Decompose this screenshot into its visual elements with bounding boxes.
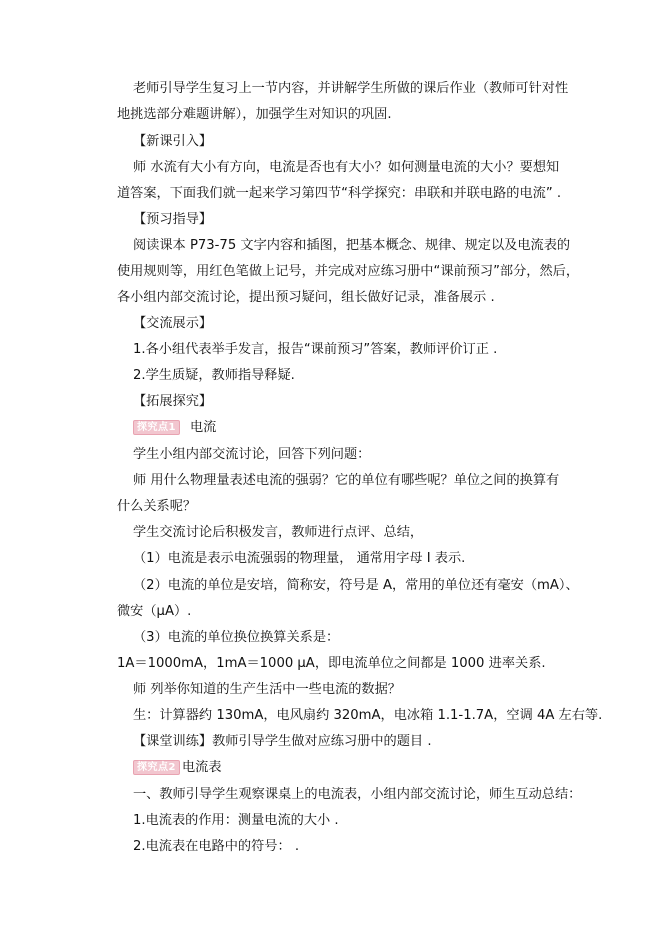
ammeter-function: 1.电流表的作用：测量电流的大小 .: [133, 813, 339, 828]
section-explore-2: [133, 759, 222, 777]
paragraph-ammeter-observe: 一、教师引导学生观察课桌上的电流表，小组内部交流讨论，师生互动总结：: [133, 787, 582, 802]
explore-point-1-badge: 探究点1: [133, 420, 180, 435]
heading-preview: 【预习指导】: [133, 212, 213, 227]
paragraph-question: 师 用什么物理量表述电流的强弱？它的单位有哪些呢？单位之间的换算有: [133, 473, 560, 488]
explore-point-2-badge: 探究点2: [133, 760, 180, 775]
explore-point-2-title: 电流表: [181, 760, 222, 775]
paragraph-review: 老师引导学生复习上一节内容，并讲解学生所做的课后作业（教师可针对性: [133, 81, 569, 96]
paragraph-preview-cont-2: 各小组内部交流讨论，提出预习疑问，组长做好记录，准备展示 .: [117, 290, 495, 305]
paragraph-intro-cont: 道答案，下面我们就一起来学习第四节“科学探究：串联和并联电路的电流” .: [117, 186, 562, 201]
section-explore-1: [133, 419, 216, 437]
paragraph-summary: 学生交流讨论后积极发言，教师进行点评、总结，: [133, 525, 424, 540]
paragraph-preview-cont-1: 使用规则等，用红色笔做上记号，并完成对应练习册中“课前预习”部分，然后，: [117, 264, 580, 279]
heading-exchange: 【交流展示】: [133, 316, 213, 331]
point-1: （1）电流是表示电流强弱的物理量， 通常用字母 I 表示.: [133, 551, 466, 566]
point-2: （2）电流的单位是安培，简称安，符号是 A，常用的单位还有毫安（mA）、: [133, 578, 579, 593]
point-2-cont: 微安（μA）.: [117, 604, 192, 619]
paragraph-teacher-ask: 师 列举你知道的生产生活中一些电流的数据？: [133, 682, 401, 697]
explore-point-1-title: 电流: [189, 420, 217, 435]
paragraph-discussion: 学生小组内部交流讨论，回答下列问题：: [133, 447, 371, 462]
list-item-exchange-1: 1.各小组代表举手发言，报告“课前预习”答案，教师评价订正 .: [133, 342, 498, 357]
heading-new-lesson: 【新课引入】: [133, 134, 213, 149]
point-3: （3）电流的单位换位换算关系是：: [133, 630, 340, 645]
ammeter-symbol: 2.电流表在电路中的符号： .: [133, 839, 300, 854]
paragraph-student-answer: 生：计算器约 130mA，电风扇约 320mA，电冰箱 1.1-1.7A，空调 4A 左右等.: [133, 708, 603, 723]
paragraph-classroom-training: 【课堂训练】教师引导学生做对应练习册中的题目 .: [133, 734, 432, 749]
paragraph-question-cont: 什么关系呢？: [117, 499, 197, 514]
paragraph-review-cont: 地挑选部分难题讲解），加强学生对知识的巩固.: [117, 107, 392, 122]
paragraph-preview: 阅读课本 P73-75 文字内容和插图，把基本概念、规律、规定以及电流表的: [133, 238, 571, 253]
paragraph-intro: 师 水流有大小有方向，电流是否也有大小？如何测量电流的大小？要想知: [133, 160, 560, 175]
heading-extension: 【拓展探究】: [133, 394, 213, 409]
unit-conversion: 1A＝1000mA，1mA＝1000 μA，即电流单位之间都是 1000 进率关系.: [117, 656, 546, 671]
list-item-exchange-2: 2.学生质疑，教师指导释疑.: [133, 368, 295, 383]
